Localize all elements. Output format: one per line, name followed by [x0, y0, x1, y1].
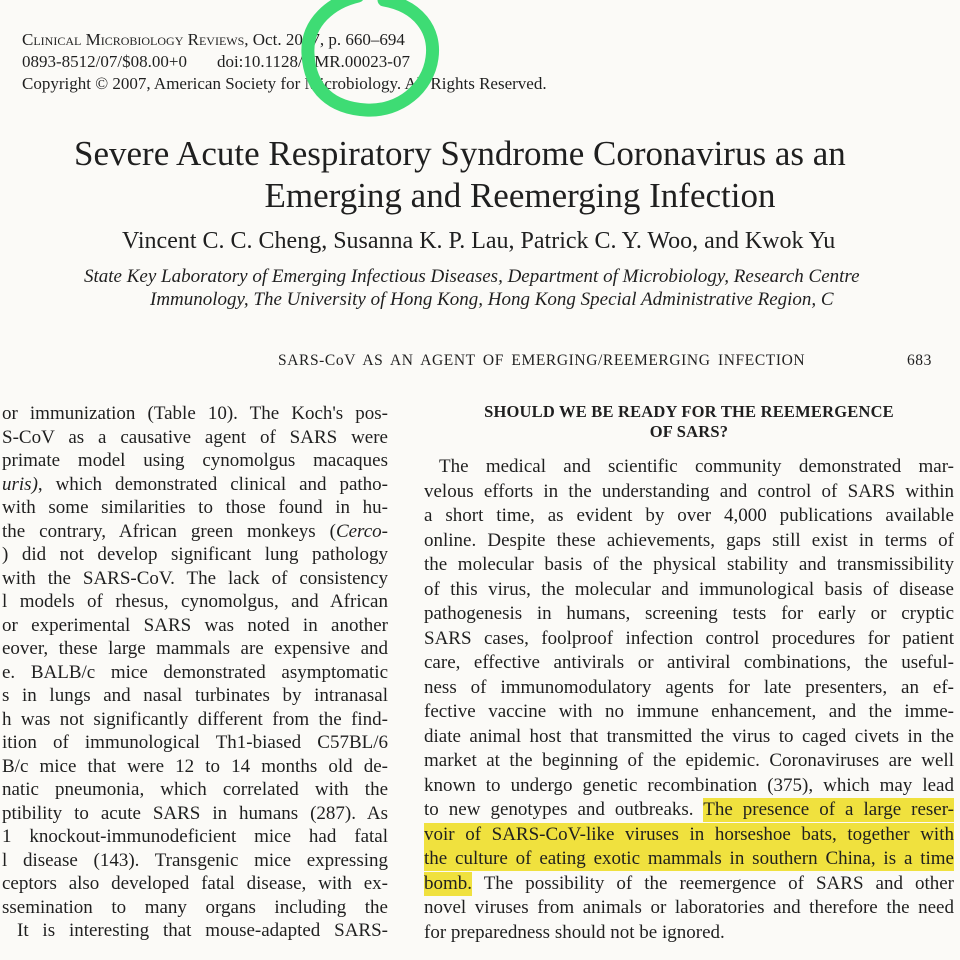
page-number: 683 — [906, 352, 932, 369]
text-segment: of this virus, the molecular and immunological basis of disease — [424, 578, 954, 600]
text-segment: ition of immunological Th1-biased C57BL/6 — [2, 732, 388, 753]
highlighted-text: the culture of eating exotic mammals in southern China, is a time — [424, 848, 954, 869]
text-segment: with some similarities to those found in hu- — [2, 497, 388, 518]
text-line — [2, 684, 388, 708]
text-segment: the molecular basis of the physical stability and transmissibility — [424, 554, 954, 575]
text-line — [424, 651, 954, 676]
text-line — [2, 778, 388, 802]
left-text-column — [2, 402, 388, 943]
text-line — [2, 637, 388, 661]
text-line — [424, 480, 954, 505]
copyright-line: Copyright © 2007, American Society for Microbiology. All Rights Reserved. — [22, 74, 547, 93]
text-segment: h was not significantly different from the find- — [2, 708, 388, 730]
text-line — [2, 614, 388, 638]
italic-text: uris) — [2, 473, 38, 495]
text-line — [424, 553, 954, 578]
highlighted-text: bomb. — [424, 872, 473, 894]
issn-doi-line — [22, 51, 547, 73]
text-segment: or experimental SARS was noted in another — [2, 614, 388, 636]
text-line — [2, 731, 388, 755]
text-segment: ness of immunomodulatory agents for late presenters, an ef- — [424, 676, 954, 698]
affiliation-line2: Immunology, The University of Hong Kong, Hong Kong Special Administrative Region, C — [150, 289, 834, 310]
text-segment: novel viruses from animals or laboratories and therefore the need — [424, 897, 954, 918]
text-line — [2, 849, 388, 873]
page-title-line2: Emerging and Reemerging Infection — [264, 176, 776, 215]
text-line — [2, 449, 388, 473]
text-line — [2, 919, 388, 943]
text-segment: eover, these large mammals are expensive and — [2, 638, 388, 659]
text-segment: a short time, as evident by over 4,000 publications available — [424, 505, 954, 526]
text-line — [424, 774, 954, 799]
text-line — [2, 872, 388, 896]
issn-info: 0893-8512/07/$08.00+0 — [22, 52, 187, 71]
affiliation-line1: State Key Laboratory of Emerging Infectious Diseases, Department of Microbiology, Research Centre — [84, 266, 860, 287]
text-line — [424, 896, 954, 921]
text-segment: s in lungs and nasal turbinates by intranasal — [2, 685, 388, 706]
section-heading — [424, 402, 954, 442]
right-text-column — [424, 402, 954, 945]
text-line — [424, 700, 954, 725]
text-segment: online. Despite these achievements, gaps still exist in terms of — [424, 529, 954, 551]
text-segment: care, effective antivirals or antiviral combinations, the useful- — [424, 652, 954, 673]
text-segment: velous efforts in the understanding and control of SARS within — [424, 480, 954, 502]
text-segment: , which demonstrated clinical and patho- — [37, 473, 388, 495]
text-line — [424, 798, 954, 823]
text-segment: pathogenesis in humans, screening tests for early or cryptic — [424, 603, 954, 624]
text-segment: the contrary, African green monkeys ( — [2, 520, 336, 542]
text-segment: B/c mice that were 12 to 14 months old de- — [2, 755, 388, 777]
text-line — [2, 473, 388, 497]
issue-info: Oct. 2007, p. 660–694 — [248, 30, 405, 49]
text-line — [424, 823, 954, 848]
journal-header — [22, 29, 547, 95]
text-segment: fective vaccine with no immune enhancement, and the imme- — [424, 701, 954, 722]
text-segment: The medical and scientific community demonstrated mar- — [439, 456, 954, 477]
text-line — [2, 543, 388, 567]
section-heading-line2: OF SARS? — [649, 422, 729, 441]
text-segment: ) did not develop significant lung pathology — [2, 544, 388, 565]
text-line — [2, 520, 388, 544]
text-line — [2, 755, 388, 779]
right-column-paragraph — [424, 455, 954, 945]
text-segment: l disease (143). Transgenic mice expressing — [2, 849, 388, 871]
text-line — [424, 627, 954, 652]
text-segment: 1 knockout-immunodeficient mice had fatal — [2, 826, 388, 847]
page-title-line1: Severe Acute Respiratory Syndrome Coronavirus as an — [74, 134, 846, 173]
running-head-text: SARS-CoV AS AN AGENT OF EMERGING/REEMERGING INFECTION — [278, 352, 806, 369]
text-segment: diate animal host that transmitted the virus to caged civets in the — [424, 725, 954, 747]
text-line — [2, 802, 388, 826]
text-line — [424, 504, 954, 529]
text-segment: or immunization (Table 10). The Koch's pos- — [2, 403, 388, 424]
text-line — [424, 455, 954, 480]
text-line — [2, 661, 388, 685]
text-segment: It is interesting that mouse-adapted SARS- — [17, 920, 388, 941]
text-segment: with the SARS-CoV. The lack of consistency — [2, 567, 388, 589]
text-line — [424, 847, 954, 872]
text-line — [2, 567, 388, 591]
text-segment: known to undergo genetic recombination (375), which may lead — [424, 774, 954, 796]
text-line — [424, 872, 954, 897]
text-line — [424, 602, 954, 627]
text-segment: S-CoV as a causative agent of SARS were — [2, 426, 388, 448]
running-head — [278, 352, 932, 370]
italic-text: Cerco- — [335, 520, 388, 542]
text-line — [2, 590, 388, 614]
text-line — [424, 921, 954, 946]
text-line — [2, 402, 388, 426]
text-segment: ssemination to many organs including the — [2, 896, 388, 918]
text-line — [424, 578, 954, 603]
text-segment: natic pneumonia, which correlated with the — [2, 779, 388, 800]
text-line — [2, 708, 388, 732]
text-segment: ceptors also developed fatal disease, with ex- — [2, 873, 388, 894]
text-line — [2, 825, 388, 849]
text-segment: primate model using cynomolgus macaques — [2, 450, 388, 471]
text-line — [2, 896, 388, 920]
text-line — [2, 496, 388, 520]
text-segment: The possibility of the reemergence of SARS and other — [472, 872, 954, 894]
doi-info: doi:10.1128/CMR.00023-07 — [216, 52, 410, 71]
text-segment: for preparedness should not be ignored. — [424, 921, 725, 943]
authors-line: Vincent C. C. Cheng, Susanna K. P. Lau, Patrick C. Y. Woo, and Kwok Yu — [122, 228, 836, 254]
text-segment: l models of rhesus, cynomolgus, and African — [2, 591, 388, 612]
text-segment: e. BALB/c mice demonstrated asymptomatic — [2, 661, 388, 683]
text-segment: ptibility to acute SARS in humans (287). As — [2, 802, 388, 824]
text-segment: to new genotypes and outbreaks. — [424, 799, 704, 820]
text-line — [424, 676, 954, 701]
text-line — [424, 725, 954, 750]
journal-name: Clinical Microbiology Reviews, — [22, 30, 249, 49]
journal-issue-line — [22, 29, 547, 51]
text-line — [2, 426, 388, 450]
text-line — [424, 749, 954, 774]
text-segment: market at the beginning of the epidemic. Coronaviruses are well — [424, 750, 954, 771]
text-line — [424, 529, 954, 554]
text-segment: SARS cases, foolproof infection control procedures for patient — [424, 627, 954, 649]
section-heading-line1: SHOULD WE BE READY FOR THE REEMERGENCE — [484, 402, 894, 421]
highlighted-text: voir of SARS-CoV-like viruses in horseshoe bats, together with — [424, 823, 954, 845]
highlighted-text: The presence of a large reser- — [703, 799, 954, 820]
